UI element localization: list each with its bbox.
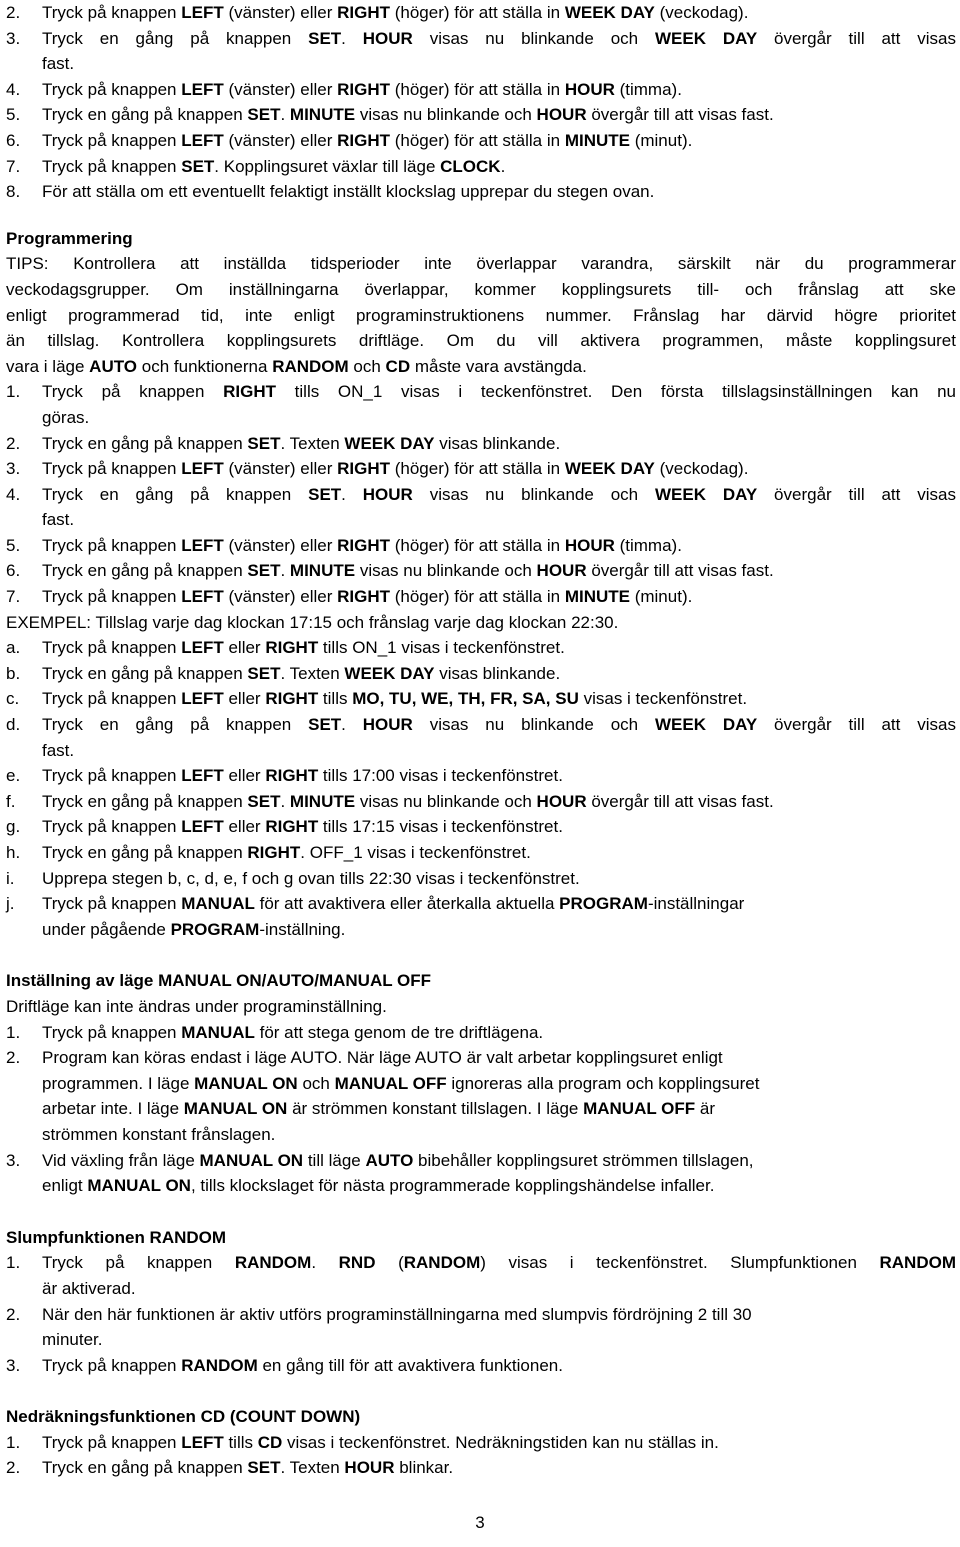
document-body [6, 0, 956, 1481]
line-text: är aktiverad. [42, 1278, 136, 1298]
heading-text: Programmering [6, 228, 133, 248]
line-text: Tryck på knappen MANUAL för att stega genom de tre driftlägena. [42, 1022, 544, 1042]
line-text: Tryck på knappen LEFT eller RIGHT tills 17:00 visas i teckenfönstret. [42, 766, 563, 786]
list-marker: 2. [6, 433, 21, 453]
line-text: Tryck en gång på knappen SET. HOUR visas nu blinkande och WEEK DAY övergår till att visas [42, 484, 956, 504]
list-marker: 2. [6, 1048, 21, 1068]
section [6, 1404, 956, 1481]
text-line [6, 102, 956, 128]
text-line [6, 482, 956, 508]
line-text: göras. [42, 407, 90, 427]
line-text: Tryck på knappen RANDOM en gång till för att avaktivera funktionen. [42, 1355, 563, 1375]
text-line [6, 994, 956, 1020]
line-text: Tryck en gång på knappen RIGHT. OFF_1 visas i teckenfönstret. [42, 843, 531, 862]
line-text: Program kan köras endast i läge AUTO. När läge AUTO är valt arbetar kopplingsuret enligt [42, 1048, 723, 1068]
section [6, 968, 956, 1198]
text-line [6, 128, 956, 154]
list-marker: 4. [6, 79, 21, 99]
text-line [6, 1173, 956, 1199]
line-text: Tryck på knappen LEFT eller RIGHT tills MO, TU, WE, TH, FR, SA, SU visas i teckenfönstret. [42, 689, 748, 709]
list-marker: c. [6, 689, 20, 709]
list-marker: 5. [6, 105, 21, 125]
text-line [6, 610, 956, 636]
text-line [6, 1430, 956, 1456]
line-text: under pågående PROGRAM-inställning. [42, 919, 346, 939]
text-line [6, 26, 956, 52]
text-line [6, 154, 956, 180]
text-line [6, 635, 956, 661]
text-line [6, 558, 956, 584]
text-line [6, 686, 956, 712]
list-marker: d. [6, 715, 21, 735]
text-line [6, 328, 956, 354]
line-text: Tryck på knappen SET. Kopplingsuret växlar till läge CLOCK. [42, 156, 506, 176]
text-line [6, 507, 956, 533]
line-text: Tryck på knappen LEFT (vänster) eller RIGHT (höger) för att ställa in HOUR (timma). [42, 535, 682, 555]
section [6, 1225, 956, 1379]
list-marker: 8. [6, 182, 21, 202]
section [6, 226, 956, 943]
line-text: Tryck en gång på knappen SET. MINUTE visas nu blinkande och HOUR övergår till att visas fast. [42, 105, 774, 125]
list-marker: j. [6, 894, 15, 914]
line-text: veckodagsgrupper. Om inställningarna överlappar, kommer kopplingsurets till- och frånslag att ske [6, 279, 956, 299]
text-line [6, 1020, 956, 1046]
text-line [6, 1071, 956, 1097]
line-text: Tryck på knappen LEFT eller RIGHT tills ON_1 visas i teckenfönstret. [42, 638, 565, 658]
list-marker: 4. [6, 484, 21, 504]
heading-text: Slumpfunktionen RANDOM [6, 1227, 227, 1247]
text-line [6, 277, 956, 303]
text-line [6, 712, 956, 738]
line-text: programmen. I läge MANUAL ON och MANUAL OFF ignoreras alla program och kopplingsuret [42, 1073, 760, 1093]
section [6, 0, 956, 205]
line-text: än tillslag. Kontrollera kopplingsurets driftläge. Om du vill aktivera programmen, måste kopplingsuret [6, 331, 956, 351]
text-line [6, 533, 956, 559]
line-text: Upprepa stegen b, c, d, e, f och g ovan tills 22:30 visas i teckenfönstret. [42, 868, 580, 888]
text-line [6, 77, 956, 103]
line-text: fast. [42, 54, 75, 74]
list-marker: 2. [6, 1458, 21, 1478]
line-text: Tryck på knappen LEFT (vänster) eller RIGHT (höger) för att ställa in WEEK DAY (veckodag). [42, 459, 749, 479]
text-line [6, 866, 956, 892]
line-text: Tryck en gång på knappen SET. HOUR visas nu blinkande och WEEK DAY övergår till att visas [42, 28, 956, 48]
list-marker: 3. [6, 459, 21, 479]
line-text: Tryck en gång på knappen SET. Texten WEEK DAY visas blinkande. [42, 433, 561, 453]
line-text: Tryck en gång på knappen SET. MINUTE visas nu blinkande och HOUR övergår till att visas fast. [42, 561, 774, 581]
line-text: enligt MANUAL ON, tills klockslaget för nästa programmerade kopplingshändelse infaller. [42, 1176, 715, 1196]
text-line [6, 891, 956, 917]
list-marker: 1. [6, 1432, 21, 1452]
line-text: När den här funktionen är aktiv utförs programinställningarna med slumpvis fördröjning 2 till 30 [42, 1304, 752, 1324]
list-marker: 2. [6, 1304, 21, 1324]
text-line [6, 1327, 956, 1353]
line-text: Vid växling från läge MANUAL ON till läge AUTO bibehåller kopplingsuret strömmen tillslagen, [42, 1150, 754, 1170]
list-marker: 3. [6, 28, 21, 48]
text-line [6, 354, 956, 380]
list-marker: 1. [6, 382, 21, 402]
text-line [6, 456, 956, 482]
text-line [6, 405, 956, 431]
list-marker: e. [6, 766, 21, 786]
line-text: Tryck på knappen RIGHT tills ON_1 visas i teckenfönstret. Den första tillslagsinställningen kan nu [42, 382, 956, 402]
line-text: enligt programmerad tid, inte enligt programinstruktionens nummer. Frånslag har därvid högre prioritet [6, 305, 956, 325]
text-line [6, 431, 956, 457]
heading-text: Inställning av läge MANUAL ON/AUTO/MANUAL OFF [6, 971, 432, 991]
line-text: fast. [42, 740, 75, 760]
text-line [6, 1148, 956, 1174]
list-marker: 5. [6, 535, 21, 555]
line-text: Tryck en gång på knappen SET. Texten HOUR blinkar. [42, 1458, 454, 1478]
page-number: 3 [475, 1513, 485, 1532]
list-marker: 1. [6, 1253, 21, 1273]
section-heading [6, 1225, 956, 1251]
text-line [6, 738, 956, 764]
text-line [6, 1122, 956, 1148]
text-line [6, 0, 956, 26]
line-text: minuter. [42, 1330, 103, 1350]
list-marker: 3. [6, 1355, 21, 1375]
text-line [6, 1250, 956, 1276]
text-line [6, 661, 956, 687]
text-line [6, 1302, 956, 1328]
line-text: fast. [42, 510, 75, 530]
line-text: strömmen konstant frånslagen. [42, 1124, 276, 1144]
list-marker: 7. [6, 156, 21, 176]
list-marker: g. [6, 817, 21, 837]
line-text: Tryck på knappen MANUAL för att avaktivera eller återkalla aktuella PROGRAM-inställningar [42, 894, 745, 914]
list-marker: h. [6, 843, 21, 862]
text-line [6, 303, 956, 329]
heading-text: Nedräkningsfunktionen CD (COUNT DOWN) [6, 1407, 361, 1427]
section-heading [6, 968, 956, 994]
line-text: För att ställa om ett eventuellt felaktigt inställt klockslag upprepar du stegen ovan. [42, 182, 655, 202]
list-marker: 7. [6, 587, 21, 607]
list-marker: i. [6, 868, 15, 888]
line-text: arbetar inte. I läge MANUAL ON är strömmen konstant tillslagen. I läge MANUAL OFF är [42, 1099, 715, 1119]
text-line [6, 251, 956, 277]
line-text: TIPS: Kontrollera att inställda tidsperioder inte överlappar varandra, särskilt när du programmerar [6, 254, 956, 274]
list-marker: 3. [6, 1150, 21, 1170]
text-line [6, 379, 956, 405]
list-marker: 2. [6, 3, 21, 22]
line-text: Tryck på knappen RANDOM. RND (RANDOM) visas i teckenfönstret. Slumpfunktionen RANDOM [42, 1253, 956, 1273]
text-line [6, 917, 956, 943]
text-line [6, 584, 956, 610]
text-line [6, 814, 956, 840]
text-line [6, 1455, 956, 1481]
line-text: Tryck på knappen LEFT (vänster) eller RIGHT (höger) för att ställa in WEEK DAY (veckodag). [42, 3, 749, 22]
list-marker: b. [6, 663, 21, 683]
line-text: Tryck på knappen LEFT (vänster) eller RIGHT (höger) för att ställa in MINUTE (minut). [42, 587, 693, 607]
list-marker: a. [6, 638, 21, 658]
line-text: Tryck på knappen LEFT tills CD visas i teckenfönstret. Nedräkningstiden kan nu ställas in. [42, 1432, 719, 1452]
text-line [6, 1096, 956, 1122]
text-line [6, 789, 956, 815]
line-text: Driftläge kan inte ändras under programinställning. [6, 996, 387, 1016]
section-heading [6, 226, 956, 252]
line-text: EXEMPEL: Tillslag varje dag klockan 17:15 och frånslag varje dag klockan 22:30. [6, 612, 619, 632]
line-text: Tryck en gång på knappen SET. HOUR visas nu blinkande och WEEK DAY övergår till att visas [42, 715, 956, 735]
text-line [6, 763, 956, 789]
list-marker: 1. [6, 1022, 21, 1042]
text-line [6, 840, 956, 866]
section-heading [6, 1404, 956, 1430]
text-line [6, 1276, 956, 1302]
line-text: Tryck en gång på knappen SET. MINUTE visas nu blinkande och HOUR övergår till att visas fast. [42, 791, 774, 811]
list-marker: 6. [6, 130, 21, 150]
line-text: Tryck på knappen LEFT (vänster) eller RIGHT (höger) för att ställa in MINUTE (minut). [42, 130, 693, 150]
line-text: Tryck en gång på knappen SET. Texten WEEK DAY visas blinkande. [42, 663, 561, 683]
line-text: Tryck på knappen LEFT (vänster) eller RIGHT (höger) för att ställa in HOUR (timma). [42, 79, 682, 99]
text-line [6, 1353, 956, 1379]
list-marker: f. [6, 791, 16, 811]
text-line [6, 179, 956, 205]
line-text: vara i läge AUTO och funktionerna RANDOM och CD måste vara avstängda. [6, 356, 587, 376]
line-text: Tryck på knappen LEFT eller RIGHT tills 17:15 visas i teckenfönstret. [42, 817, 563, 837]
list-marker: 6. [6, 561, 21, 581]
text-line [6, 51, 956, 77]
text-line [6, 1045, 956, 1071]
